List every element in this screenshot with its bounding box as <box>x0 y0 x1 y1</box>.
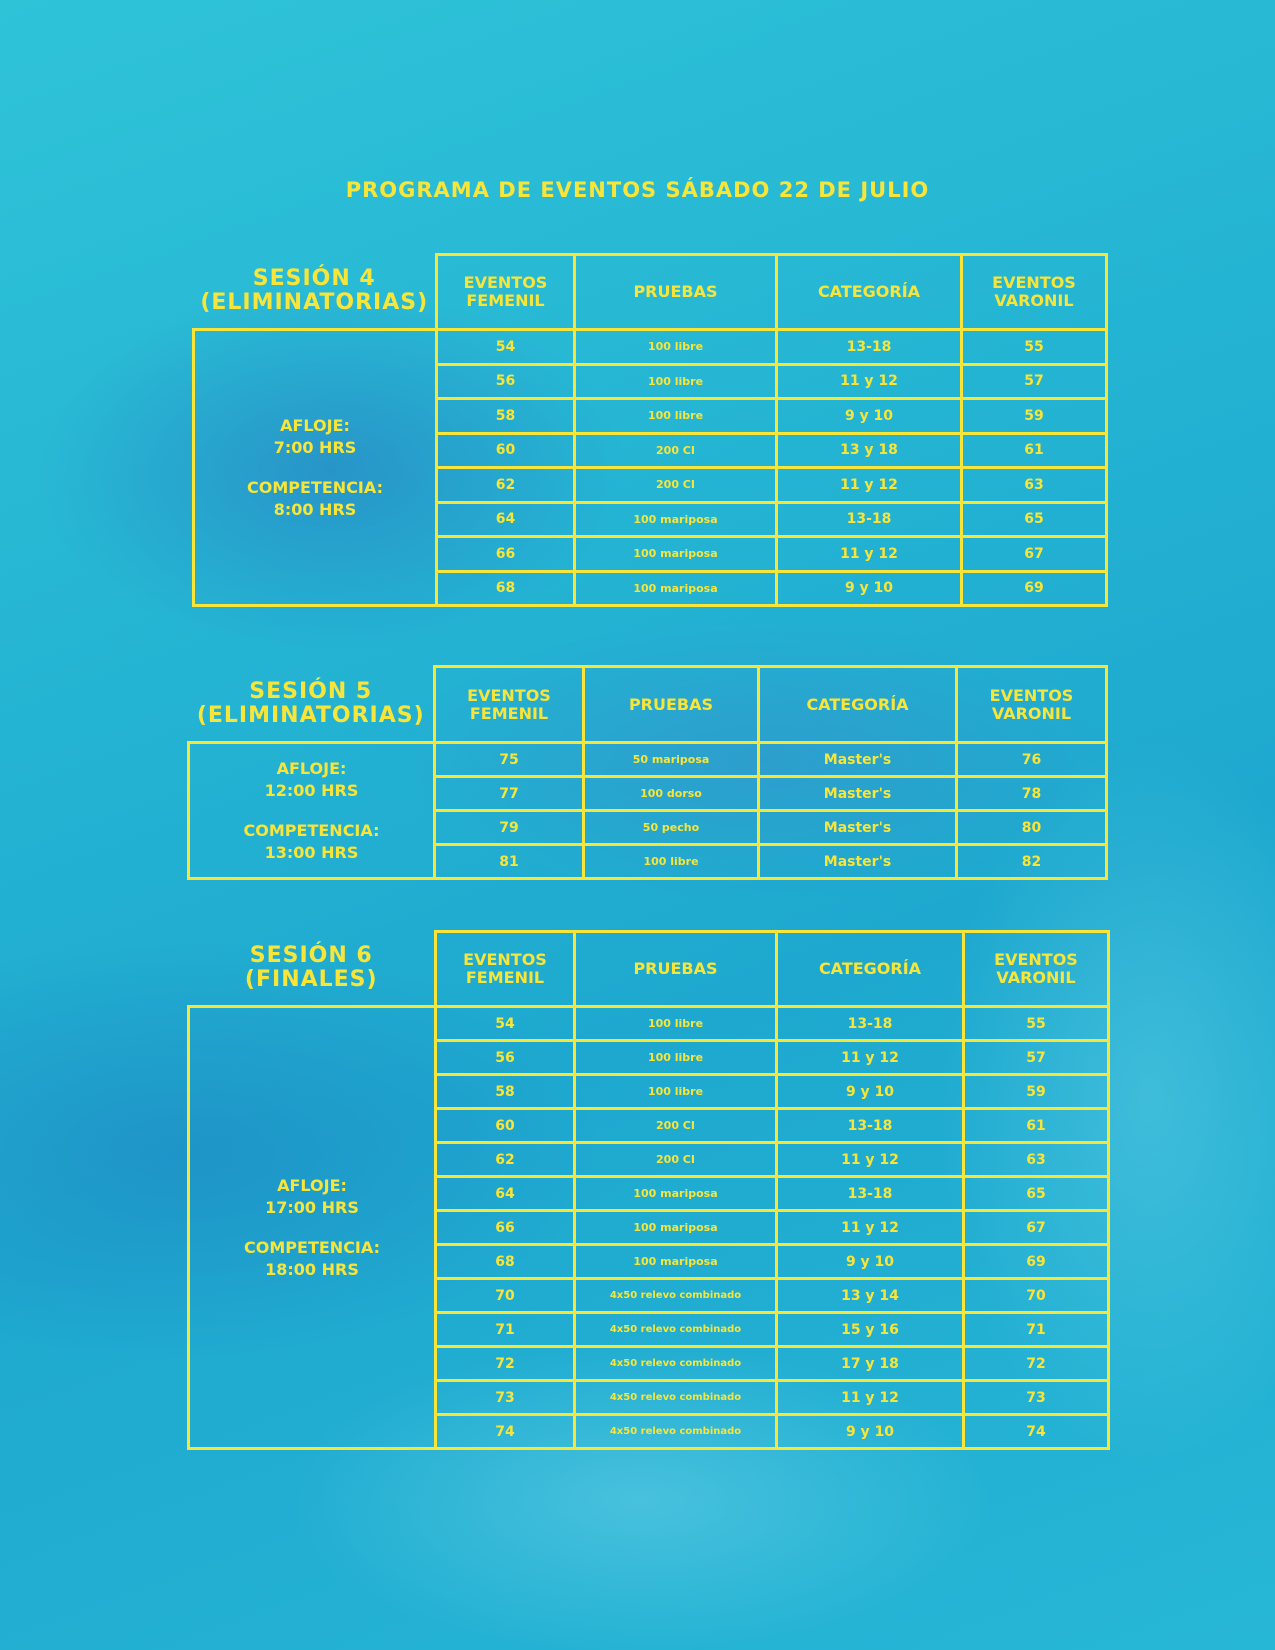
event-categoria: 9 y 10 <box>777 1075 964 1109</box>
event-categoria: 11 y 12 <box>777 364 962 399</box>
event-prueba: 50 pecho <box>584 811 759 845</box>
event-prueba: 200 CI <box>575 468 777 503</box>
event-varonil: 65 <box>962 502 1107 537</box>
event-femenil: 71 <box>436 1313 575 1347</box>
session-name: SESIÓN 6 <box>249 943 373 969</box>
event-prueba: 100 mariposa <box>575 1211 777 1245</box>
column-header-text: FEMENIL <box>469 703 549 723</box>
event-femenil: 66 <box>436 1211 575 1245</box>
event-prueba: 100 libre <box>584 845 759 879</box>
column-header-text: FEMENIL <box>466 291 545 310</box>
column-header-text: PRUEBAS <box>633 959 718 978</box>
event-prueba: 100 mariposa <box>575 1245 777 1279</box>
relay-text: 4x50 relevo combinado <box>609 1289 742 1301</box>
column-header-text: PRUEBAS <box>633 282 718 301</box>
event-categoria: 13-18 <box>777 502 962 537</box>
afloje-time: 17:00 HRS <box>265 1197 359 1217</box>
event-categoria: 9 y 10 <box>777 1415 964 1449</box>
event-categoria: Master's <box>759 743 957 777</box>
column-header-femenil <box>437 255 575 330</box>
column-header-femenil <box>436 932 575 1007</box>
event-varonil: 59 <box>964 1075 1109 1109</box>
event-femenil: 54 <box>437 330 575 365</box>
event-femenil: 79 <box>435 811 584 845</box>
event-prueba: 100 libre <box>575 1075 777 1109</box>
event-femenil: 68 <box>436 1245 575 1279</box>
session-type: (FINALES) <box>244 967 378 993</box>
event-varonil: 55 <box>962 330 1107 365</box>
relay-text: 4x50 relevo combinado <box>609 1323 742 1335</box>
event-femenil: 60 <box>436 1109 575 1143</box>
event-prueba: 100 mariposa <box>575 502 777 537</box>
afloje-time: 7:00 HRS <box>273 437 357 457</box>
event-femenil: 70 <box>436 1279 575 1313</box>
event-varonil: 65 <box>964 1177 1109 1211</box>
event-femenil: 54 <box>436 1007 575 1041</box>
session-heading <box>194 255 437 330</box>
event-femenil: 62 <box>437 468 575 503</box>
event-femenil: 81 <box>435 845 584 879</box>
column-header-text: EVENTOS <box>994 950 1078 969</box>
event-femenil: 66 <box>437 537 575 572</box>
event-varonil: 61 <box>964 1109 1109 1143</box>
event-prueba: 100 libre <box>575 330 777 365</box>
column-header-text: EVENTOS <box>463 950 547 969</box>
event-femenil: 68 <box>437 571 575 606</box>
event-varonil: 73 <box>964 1381 1109 1415</box>
column-header-varonil <box>957 667 1107 743</box>
session-type: (ELIMINATORIAS) <box>200 290 429 316</box>
event-femenil: 56 <box>436 1041 575 1075</box>
event-varonil: 55 <box>964 1007 1109 1041</box>
column-header-categoria <box>777 255 962 330</box>
session-times <box>194 330 437 606</box>
event-prueba: 100 mariposa <box>575 1177 777 1211</box>
event-prueba: 100 dorso <box>584 777 759 811</box>
session-type: (ELIMINATORIAS) <box>196 702 425 728</box>
event-prueba: 100 libre <box>575 399 777 434</box>
event-prueba: 100 mariposa <box>575 571 777 606</box>
column-header-text: CATEGORÍA <box>817 282 921 301</box>
relay-text: 4x50 relevo combinado <box>609 1357 742 1369</box>
event-varonil: 78 <box>957 777 1107 811</box>
column-header-pruebas <box>584 667 759 743</box>
event-femenil: 73 <box>436 1381 575 1415</box>
event-categoria: 9 y 10 <box>777 571 962 606</box>
event-prueba: 200 CI <box>575 1109 777 1143</box>
event-femenil: 58 <box>436 1075 575 1109</box>
event-varonil: 63 <box>964 1143 1109 1177</box>
event-prueba: 50 mariposa <box>584 743 759 777</box>
spacer <box>190 802 433 820</box>
column-header-categoria <box>759 667 957 743</box>
column-header-femenil <box>435 667 584 743</box>
competencia-time: 18:00 HRS <box>265 1259 359 1279</box>
event-femenil: 72 <box>436 1347 575 1381</box>
event-categoria: 11 y 12 <box>777 1143 964 1177</box>
event-categoria: 13-18 <box>777 1007 964 1041</box>
event-prueba <box>575 1313 777 1347</box>
event-femenil: 77 <box>435 777 584 811</box>
event-categoria: Master's <box>759 845 957 879</box>
event-prueba: 100 mariposa <box>575 537 777 572</box>
event-varonil: 69 <box>964 1245 1109 1279</box>
event-femenil: 62 <box>436 1143 575 1177</box>
event-varonil: 72 <box>964 1347 1109 1381</box>
table-row <box>189 743 1107 777</box>
table-row <box>194 330 1107 365</box>
event-prueba <box>575 1279 777 1313</box>
column-header-text: CATEGORÍA <box>818 959 922 978</box>
session-name: SESIÓN 5 <box>249 678 373 704</box>
event-varonil: 67 <box>962 537 1107 572</box>
event-varonil: 74 <box>964 1415 1109 1449</box>
competencia-time: 8:00 HRS <box>273 499 357 519</box>
event-varonil: 71 <box>964 1313 1109 1347</box>
column-header-text: VARONIL <box>996 968 1076 987</box>
column-header-text: EVENTOS <box>467 685 551 705</box>
event-prueba <box>575 1381 777 1415</box>
afloje-label: AFLOJE: <box>276 758 347 778</box>
event-categoria: 9 y 10 <box>777 1245 964 1279</box>
spacer <box>190 1219 434 1237</box>
session-heading <box>189 667 435 743</box>
column-header-text: PRUEBAS <box>628 694 714 714</box>
event-categoria: 15 y 16 <box>777 1313 964 1347</box>
session-times <box>189 743 435 879</box>
event-varonil: 57 <box>962 364 1107 399</box>
event-femenil: 60 <box>437 433 575 468</box>
competencia-label: COMPETENCIA: <box>247 477 383 497</box>
column-header-varonil <box>964 932 1109 1007</box>
relay-text: 4x50 relevo combinado <box>609 1425 742 1437</box>
event-prueba: 100 libre <box>575 1041 777 1075</box>
event-categoria: 13-18 <box>777 1177 964 1211</box>
competencia-label: COMPETENCIA: <box>243 820 380 840</box>
page-title: PROGRAMA DE EVENTOS SÁBADO 22 DE JULIO <box>345 178 930 202</box>
column-header-categoria <box>777 932 964 1007</box>
competencia-time: 13:00 HRS <box>264 842 359 862</box>
event-varonil: 76 <box>957 743 1107 777</box>
event-varonil: 57 <box>964 1041 1109 1075</box>
event-categoria: 11 y 12 <box>777 468 962 503</box>
event-prueba: 200 CI <box>575 433 777 468</box>
column-header-text: VARONIL <box>994 291 1074 310</box>
event-femenil: 64 <box>436 1177 575 1211</box>
event-varonil: 80 <box>957 811 1107 845</box>
event-categoria: 17 y 18 <box>777 1347 964 1381</box>
column-header-text: VARONIL <box>991 703 1072 723</box>
table-row <box>189 1007 1109 1041</box>
session-table <box>187 665 1108 880</box>
event-categoria: 13 y 18 <box>777 433 962 468</box>
event-categoria: 13-18 <box>777 330 962 365</box>
event-varonil: 70 <box>964 1279 1109 1313</box>
event-categoria: 13-18 <box>777 1109 964 1143</box>
event-prueba: 100 libre <box>575 364 777 399</box>
event-varonil: 82 <box>957 845 1107 879</box>
event-femenil: 64 <box>437 502 575 537</box>
relay-text: 4x50 relevo combinado <box>609 1391 742 1403</box>
afloje-label: AFLOJE: <box>277 1175 347 1195</box>
event-varonil: 67 <box>964 1211 1109 1245</box>
event-categoria: 11 y 12 <box>777 1381 964 1415</box>
event-varonil: 63 <box>962 468 1107 503</box>
event-femenil: 74 <box>436 1415 575 1449</box>
event-prueba: 200 CI <box>575 1143 777 1177</box>
event-categoria: 11 y 12 <box>777 1041 964 1075</box>
event-femenil: 75 <box>435 743 584 777</box>
column-header-pruebas <box>575 932 777 1007</box>
afloje-label: AFLOJE: <box>280 415 350 435</box>
session-table <box>192 253 1108 607</box>
column-header-text: CATEGORÍA <box>806 694 909 714</box>
event-femenil: 56 <box>437 364 575 399</box>
spacer <box>195 459 435 477</box>
column-header-text: EVENTOS <box>989 685 1074 705</box>
session-heading <box>189 932 436 1007</box>
session-times <box>189 1007 436 1449</box>
column-header-varonil <box>962 255 1107 330</box>
event-varonil: 61 <box>962 433 1107 468</box>
event-femenil: 58 <box>437 399 575 434</box>
event-prueba <box>575 1415 777 1449</box>
event-categoria: Master's <box>759 777 957 811</box>
event-categoria: Master's <box>759 811 957 845</box>
event-categoria: 13 y 14 <box>777 1279 964 1313</box>
event-categoria: 11 y 12 <box>777 537 962 572</box>
column-header-text: EVENTOS <box>992 273 1076 292</box>
event-prueba <box>575 1347 777 1381</box>
event-prueba: 100 libre <box>575 1007 777 1041</box>
session-name: SESIÓN 4 <box>252 266 376 292</box>
competencia-label: COMPETENCIA: <box>244 1237 380 1257</box>
column-header-text: EVENTOS <box>463 273 548 292</box>
event-categoria: 9 y 10 <box>777 399 962 434</box>
event-varonil: 59 <box>962 399 1107 434</box>
event-varonil: 69 <box>962 571 1107 606</box>
event-categoria: 11 y 12 <box>777 1211 964 1245</box>
session-table <box>187 930 1110 1450</box>
afloje-time: 12:00 HRS <box>264 780 359 800</box>
column-header-pruebas <box>575 255 777 330</box>
column-header-text: FEMENIL <box>465 968 545 987</box>
